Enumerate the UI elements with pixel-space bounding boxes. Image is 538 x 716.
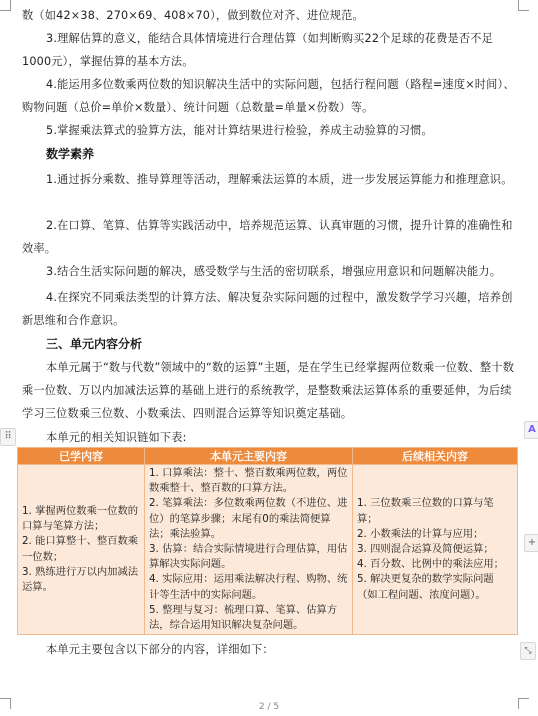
- list-item: 2. 小数乘法的计算与应用；: [357, 527, 484, 540]
- table-header-learned: 已学内容: [18, 448, 145, 465]
- table-row: [18, 465, 518, 635]
- list-item: 5. 整理与复习：梳理口算、笔算、估算方法，综合运用知识解决复杂问题。: [149, 603, 338, 632]
- table-header-follow-up: 后续相关内容: [353, 448, 518, 465]
- ai-assistant-button[interactable]: A: [524, 421, 538, 439]
- list-item: 2. 能口算整十、整百数乘一位数；: [22, 535, 139, 563]
- paragraph-objective-4: 4.能运用多位数乘两位数的知识解决生活中的实际问题，包括行程问题（路程=速度×时间）、购物问题（总价=单价×数量）、统计问题（总数量=单量×份数）等。: [22, 78, 515, 114]
- paragraph-unit-analysis: 本单元属于“数与代数”领域中的“数的运算”主题，是在学生已经掌握两位数乘一位数、整十数乘一位数、万以内加减法运算的基础上进行的系统教学，是整数乘法运算体系的重要延伸，为后续学习三位数乘三位数、小数乘法、四则混合运算等知识奠定基础。: [22, 361, 515, 420]
- heading-section-3: 三、单元内容分析: [46, 337, 143, 351]
- corner-mark-top-left: [0, 0, 11, 11]
- list-item: 3. 估算：结合实际情境进行合理估算，用估算解决实际问题。: [149, 543, 348, 571]
- list-item: 3. 熟练进行万以内加减法运算。: [22, 565, 139, 594]
- paragraph-objective-3: 3.理解估算的意义，能结合具体情境进行合理估算（如判断购买22个足球的花费是否不足1000元），掌握估算的基本方法。: [22, 32, 494, 68]
- table-header-row: [18, 448, 518, 465]
- list-item: 2. 笔算乘法：多位数乘两位数（不进位、进位）的笔算步骤；末尾有0的乘法简便算法；乘法验算。: [149, 497, 348, 540]
- paragraph-literacy-2: 2.在口算、笔算、估算等实践活动中，培养规范运算、认真审题的习惯，提升计算的准确性和效率。: [22, 219, 513, 255]
- table-move-handle[interactable]: ⠿: [0, 428, 16, 446]
- paragraph-after-table: 本单元主要包含以下部分的内容，详细如下：: [46, 643, 274, 656]
- paragraph-literacy-1: 1.通过拆分乘数、推导算理等活动，理解乘法运算的本质，进一步发展运算能力和推理意识。: [46, 173, 513, 186]
- add-column-button[interactable]: +: [524, 534, 538, 552]
- list-item: 1. 三位数乘三位数的口算与笔算；: [357, 497, 494, 525]
- list-item: 1. 掌握两位数乘一位数的口算与笔算方法；: [22, 505, 139, 533]
- table-cell-follow-up: [353, 465, 518, 635]
- resize-handle-icon[interactable]: ⤡: [520, 642, 536, 660]
- heading-math-literacy: 数学素养: [46, 147, 95, 161]
- corner-mark-top-right: [518, 0, 529, 11]
- list-item: 1. 口算乘法：整十、整百数乘两位数，两位数乘整十、整百数的口算方法。: [149, 467, 348, 495]
- page-number: 2 / 5: [258, 702, 280, 712]
- list-item: 4. 实际应用：运用乘法解决行程、购物、统计等生活中的实际问题。: [149, 573, 348, 601]
- paragraph-literacy-4: 4.在探究不同乘法类型的计算方法、解决复杂实际问题的过程中，激发数学学习兴趣，培养创新思维和合作意识。: [22, 291, 513, 327]
- paragraph-objective-5: 5.掌握乘法算式的验算方法，能对计算结果进行检验，养成主动验算的习惯。: [46, 124, 433, 137]
- paragraph-continuation: 数（如42×38、270×69、408×70），做到数位对齐、进位规范。: [22, 9, 364, 22]
- table-cell-unit-main: [145, 465, 353, 635]
- table-cell-learned: [18, 465, 145, 635]
- list-item: 3. 四则混合运算及简便运算；: [357, 543, 494, 556]
- paragraph-literacy-3: 3.结合生活实际问题的解决，感受数学与生活的密切联系，增强应用意识和问题解决能力。: [46, 265, 502, 278]
- list-item: 4. 百分数、比例中的乘法应用；: [357, 558, 504, 571]
- knowledge-chain-table: [17, 447, 518, 635]
- table-header-unit-main: 本单元主要内容: [145, 448, 353, 465]
- paragraph-table-intro: 本单元的相关知识链如下表:: [46, 431, 187, 444]
- list-item: 5. 解决更复杂的数学实际问题（如工程问题、浓度问题）。: [357, 573, 494, 601]
